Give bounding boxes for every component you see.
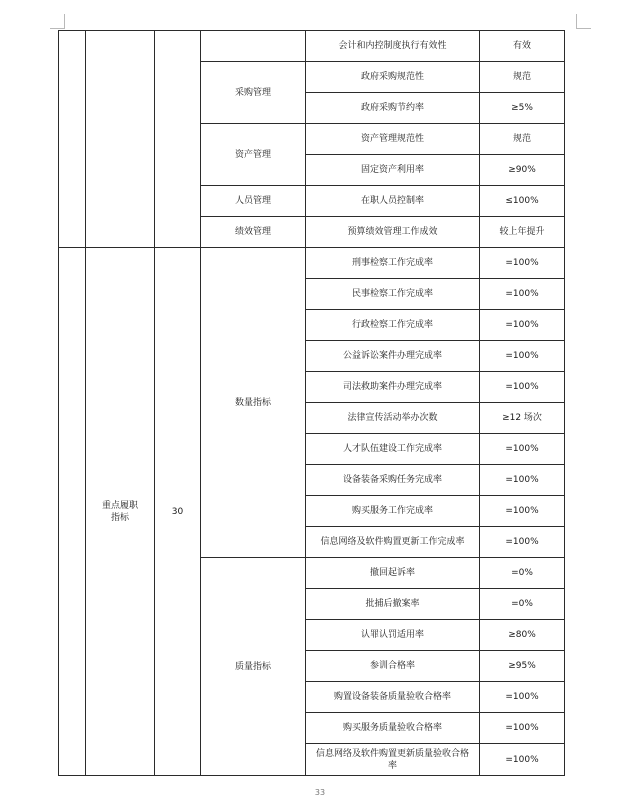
indicator-cell: 法律宣传活动举办次数 [306, 403, 480, 434]
category-cell-performance: 绩效管理 [201, 217, 306, 248]
indicator-cell: 司法救助案件办理完成率 [306, 372, 480, 403]
value-cell: ≥95% [480, 651, 565, 682]
indicator-cell: 撤回起诉率 [306, 558, 480, 589]
value-cell: ≤100% [480, 186, 565, 217]
indicator-cell: 在职人员控制率 [306, 186, 480, 217]
blank-cell-col2-top [86, 31, 155, 248]
value-cell: =100% [480, 279, 565, 310]
indicator-cell: 刑事检察工作完成率 [306, 248, 480, 279]
indicator-cell: 设备装备采购任务完成率 [306, 465, 480, 496]
indicator-cell: 民事检察工作完成率 [306, 279, 480, 310]
value-cell: ≥12 场次 [480, 403, 565, 434]
value-cell: 规范 [480, 124, 565, 155]
value-cell: 较上年提升 [480, 217, 565, 248]
indicator-cell: 批捕后撤案率 [306, 589, 480, 620]
indicator-cell: 公益诉讼案件办理完成率 [306, 341, 480, 372]
key-duties-title: 重点履职指标 [86, 248, 155, 776]
category-cell-procurement: 采购管理 [201, 62, 306, 124]
quantity-indicators-label: 数量指标 [201, 248, 306, 558]
value-cell: =100% [480, 496, 565, 527]
value-cell: =100% [480, 465, 565, 496]
indicator-cell: 行政检察工作完成率 [306, 310, 480, 341]
key-duties-score: 30 [155, 248, 201, 776]
blank-cell-col3-top [155, 31, 201, 248]
value-cell: =100% [480, 682, 565, 713]
value-cell: =100% [480, 341, 565, 372]
indicator-cell: 会计和内控制度执行有效性 [306, 31, 480, 62]
indicator-cell: 认罪认罚适用率 [306, 620, 480, 651]
value-cell: =0% [480, 558, 565, 589]
indicator-cell: 购买服务质量验收合格率 [306, 713, 480, 744]
category-cell-assets: 资产管理 [201, 124, 306, 186]
value-cell: =100% [480, 713, 565, 744]
value-cell: =100% [480, 527, 565, 558]
indicator-cell: 政府采购规范性 [306, 62, 480, 93]
quality-indicators-label: 质量指标 [201, 558, 306, 776]
value-cell: =100% [480, 310, 565, 341]
value-cell: ≥80% [480, 620, 565, 651]
performance-indicator-table [58, 30, 565, 776]
value-cell: 规范 [480, 62, 565, 93]
indicator-cell: 购买服务工作完成率 [306, 496, 480, 527]
corner-mark-top-left [50, 14, 65, 29]
indicator-cell: 固定资产利用率 [306, 155, 480, 186]
indicator-cell: 信息网络及软件购置更新工作完成率 [306, 527, 480, 558]
blank-cell-col1-bottom [59, 248, 86, 776]
page-number: 33 [314, 788, 326, 797]
blank-cell-col1-top [59, 31, 86, 248]
indicator-cell: 资产管理规范性 [306, 124, 480, 155]
value-cell: ≥90% [480, 155, 565, 186]
corner-mark-top-right [576, 14, 591, 29]
indicator-cell: 信息网络及软件购置更新质量验收合格率 [306, 744, 480, 776]
value-cell: =100% [480, 248, 565, 279]
indicator-cell: 人才队伍建设工作完成率 [306, 434, 480, 465]
category-cell-personnel: 人员管理 [201, 186, 306, 217]
indicator-cell: 政府采购节约率 [306, 93, 480, 124]
value-cell: 有效 [480, 31, 565, 62]
value-cell: =0% [480, 589, 565, 620]
indicator-cell: 预算绩效管理工作成效 [306, 217, 480, 248]
indicator-cell: 参训合格率 [306, 651, 480, 682]
indicator-cell: 购置设备装备质量验收合格率 [306, 682, 480, 713]
category-cell-blank [201, 31, 306, 62]
value-cell: =100% [480, 434, 565, 465]
value-cell: =100% [480, 744, 565, 776]
value-cell: ≥5% [480, 93, 565, 124]
value-cell: =100% [480, 372, 565, 403]
